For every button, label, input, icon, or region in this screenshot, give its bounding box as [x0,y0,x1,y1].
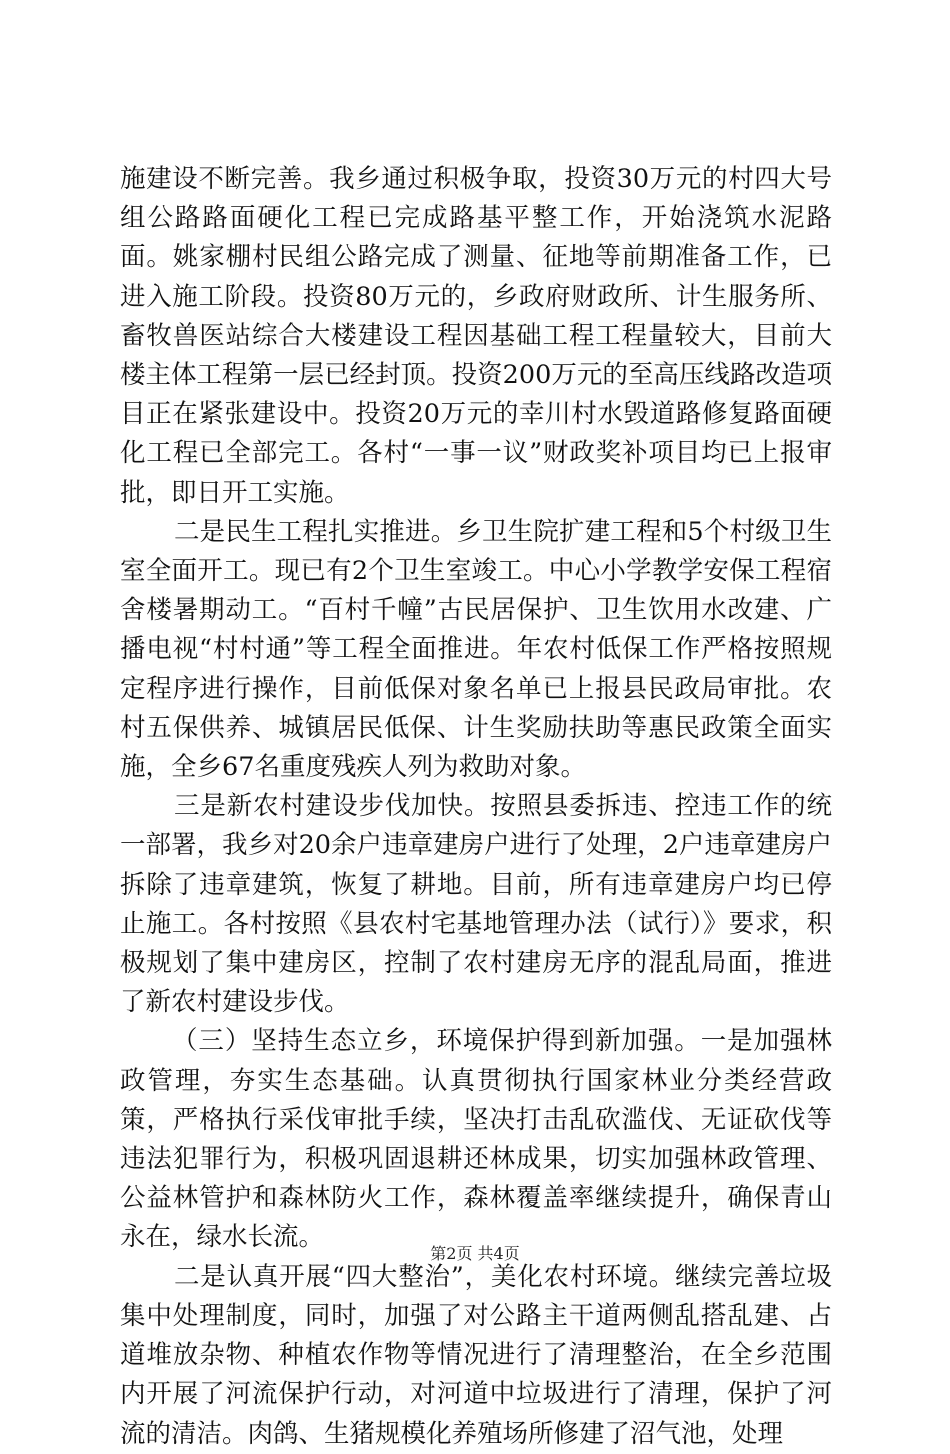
paragraph-environment: 二是认真开展“四大整治”，美化农村环境。继续完善垃圾集中处理制度，同时，加强了对公路主干道两侧乱搭乱建、占道堆放杂物、种植农作物等情况进行了清理整治，在全乡范围内开展了河流保护行动，对河道中垃圾进行了清理，保护了河流的清洁。肉鸽、生猪规模化养殖场所修建了沼气池，处理 [120,1261,832,1449]
paragraph-livelihood: 二是民生工程扎实推进。乡卫生院扩建工程和5个村级卫生室全面开工。现已有2个卫生室竣工。中心小学教学安保工程宿舍楼暑期动工。“百村千幢”古民居保护、卫生饮用水改建、广播电视“村村通”等工程全面推进。年农村低保工作严格按照规定程序进行操作，目前低保对象名单已上报县民政局审批。农村五保供养、城镇居民低保、计生奖励扶助等惠民政策全面实施，全乡67名重度残疾人列为救助对象。 [120,516,832,783]
page-number-footer: 第2页 共4页 [430,1244,520,1263]
paragraph-infrastructure: 施建设不断完善。我乡通过积极争取，投资30万元的村四大号组公路路面硬化工程已完成路基平整工作，开始浇筑水泥路面。姚家棚村民组公路完成了测量、征地等前期准备工作，已进入施工阶段。投资80万元的，乡政府财政所、计生服务所、畜牧兽医站综合大楼建设工程因基础工程工程量较大，目前大楼主体工程第一层已经封顶。投资200万元的至高压线路改造项目正在紧张建设中。投资20万元的幸川村水毁道路修复路面硬化工程已全部完工。各村“一事一议”财政奖补项目均已上报审批，即日开工实施。 [120,164,832,508]
paragraph-ecology: （三）坚持生态立乡，环境保护得到新加强。一是加强林政管理，夯实生态基础。认真贯彻执行国家林业分类经营政策，严格执行采伐审批手续，坚决打击乱砍滥伐、无证砍伐等违法犯罪行为，积极巩固退耕还林成果，切实加强林政管理、公益林管护和森林防火工作，森林覆盖率继续提升，确保青山永在，绿水长流。 [120,1026,832,1253]
paragraph-new-countryside: 三是新农村建设步伐加快。按照县委拆违、控违工作的统一部署，我乡对20余户违章建房户进行了处理，2户违章建房户拆除了违章建筑，恢复了耕地。目前，所有违章建房户均已停止施工。各村按照《县农村宅基地管理办法（试行）》要求，积极规划了集中建房区，控制了农村建房无序的混乱局面，推进了新农村建设步伐。 [120,791,832,1018]
